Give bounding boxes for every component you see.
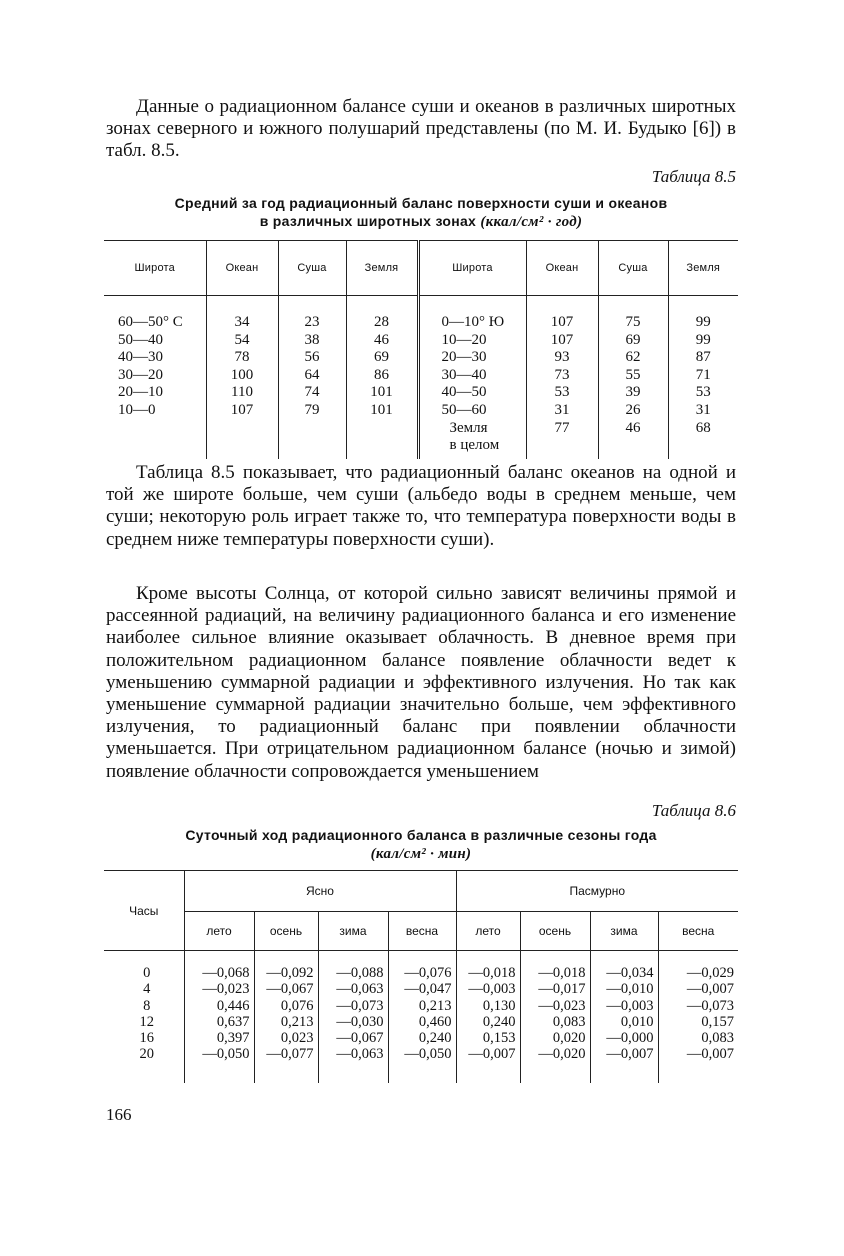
table-86-label: Таблица 8.6 bbox=[651, 801, 736, 820]
table-cell: 0—10° Ю bbox=[441, 314, 505, 330]
overcast-autumn-column bbox=[520, 951, 590, 1083]
table-cell: 71 bbox=[695, 366, 711, 383]
table-cell: 50—40 bbox=[118, 331, 163, 348]
table-cell: 78 bbox=[234, 349, 250, 366]
north-latitude-column bbox=[104, 296, 206, 459]
table-cell: 0,446 bbox=[216, 997, 250, 1014]
table-cell: 10—20 bbox=[441, 331, 487, 348]
table-cell: 107 bbox=[550, 331, 574, 348]
table-cell: 86 bbox=[374, 366, 389, 383]
table-cell: 31 bbox=[554, 401, 570, 418]
table-85-title-line2: в различных широтных зонах bbox=[259, 213, 477, 229]
hours-header: Часы bbox=[104, 871, 184, 951]
table-85-title-unit: (ккал/см² · год) bbox=[480, 214, 583, 230]
table-85-header-row bbox=[104, 241, 738, 296]
table-cell: 107 bbox=[550, 314, 574, 330]
table-cell: 101 bbox=[370, 384, 393, 401]
table-cell: 53 bbox=[695, 384, 711, 401]
north-ocean-column bbox=[206, 296, 278, 459]
table-86-title-line1: Суточный ход радиационного баланса в различные сезоны года bbox=[185, 827, 657, 843]
table-86 bbox=[104, 870, 738, 1083]
table-cell: 40—50 bbox=[441, 384, 487, 401]
table-cell: 69 bbox=[625, 331, 641, 348]
table-cell: 0,083 bbox=[552, 1013, 586, 1030]
table-cell: —0,073 bbox=[686, 997, 734, 1014]
table-cell: 79 bbox=[304, 401, 320, 418]
table-85-title-line1: Средний за год радиационный баланс поверхности суши и океанов bbox=[174, 195, 668, 211]
table-cell: —0,023 bbox=[538, 997, 586, 1014]
table-85-header: Суша bbox=[598, 241, 668, 296]
table-cell: 0 bbox=[143, 965, 151, 981]
table-cell: 0,010 bbox=[620, 1013, 654, 1030]
table-cell: 107 bbox=[230, 401, 254, 418]
table-85-header: Суша bbox=[278, 241, 346, 296]
table-cell: 0,157 bbox=[701, 1013, 734, 1030]
table-cell: —0,068 bbox=[202, 965, 250, 981]
table-cell: 0,020 bbox=[552, 1030, 586, 1047]
season-header: зима bbox=[590, 912, 658, 951]
clear-header: Ясно bbox=[184, 871, 456, 912]
table-cell: 31 bbox=[695, 401, 711, 418]
season-header: лето bbox=[184, 912, 254, 951]
table-cell: 69 bbox=[374, 349, 389, 366]
table-86-title bbox=[106, 826, 736, 863]
table-cell: 0,397 bbox=[216, 1030, 250, 1047]
table-cell: 75 bbox=[625, 314, 641, 330]
table-cell: 8 bbox=[143, 997, 151, 1014]
table-cell: 74 bbox=[304, 384, 320, 401]
table-cell: 20—10 bbox=[118, 384, 163, 401]
table-85-header: Океан bbox=[206, 241, 278, 296]
table-cell: —0,010 bbox=[606, 981, 654, 998]
table-cell: —0,050 bbox=[404, 1046, 452, 1063]
table-cell: 10—0 bbox=[118, 401, 156, 418]
table-cell: 99 bbox=[695, 314, 711, 330]
table-cell: 28 bbox=[374, 314, 389, 330]
table-cell: 0,023 bbox=[280, 1030, 314, 1047]
table-cell: 64 bbox=[304, 366, 320, 383]
table-cell: 0,130 bbox=[482, 997, 516, 1014]
season-header: лето bbox=[456, 912, 520, 951]
table-85-title bbox=[106, 194, 736, 231]
table-cell: 39 bbox=[625, 384, 641, 401]
season-header: весна bbox=[658, 912, 738, 951]
table-cell: 46 bbox=[374, 331, 389, 348]
table-cell: —0,018 bbox=[538, 965, 586, 981]
table-86-header-row bbox=[104, 871, 738, 912]
clear-winter-column bbox=[318, 951, 388, 1083]
north-earth-column bbox=[346, 296, 418, 459]
table-cell: 68 bbox=[695, 419, 711, 436]
hours-column bbox=[104, 951, 184, 1083]
table-86-season-row bbox=[104, 912, 738, 951]
table-cell: —0,076 bbox=[404, 965, 452, 981]
table-cell: —0,000 bbox=[606, 1030, 654, 1047]
table-cell: 0,213 bbox=[418, 997, 452, 1014]
table-cell: 93 bbox=[554, 349, 570, 366]
table-cell: —0,017 bbox=[538, 981, 586, 998]
overcast-spring-column bbox=[658, 951, 738, 1083]
table-cell: 50—60 bbox=[441, 401, 487, 418]
table-cell: —0,007 bbox=[686, 981, 734, 998]
south-latitude-column bbox=[418, 296, 526, 459]
north-land-column bbox=[278, 296, 346, 459]
table-cell: 60—50° С bbox=[118, 314, 183, 330]
table-85-header: Земля bbox=[668, 241, 738, 296]
table-cell: Земля bbox=[449, 419, 488, 436]
table-cell: —0,073 bbox=[336, 997, 384, 1014]
table-cell: 23 bbox=[304, 314, 320, 330]
table-cell: —0,007 bbox=[686, 1046, 734, 1063]
table-cell: —0,023 bbox=[202, 981, 250, 998]
table-cell: 0,460 bbox=[418, 1013, 452, 1030]
table-cell: 30—40 bbox=[441, 366, 487, 383]
table-cell: 34 bbox=[234, 314, 250, 330]
season-header: осень bbox=[520, 912, 590, 951]
table-86-title-unit: (кал/см² · мин) bbox=[370, 846, 472, 862]
table-cell: 46 bbox=[625, 419, 641, 436]
table-85-header: Широта bbox=[418, 241, 526, 296]
table-cell: —0,007 bbox=[468, 1046, 516, 1063]
table-cell: в целом bbox=[449, 437, 500, 454]
season-header: зима bbox=[318, 912, 388, 951]
table-cell: 73 bbox=[554, 366, 570, 383]
table-cell: —0,063 bbox=[336, 1046, 384, 1063]
table-cell: —0,088 bbox=[336, 965, 384, 981]
table-cell: 0,240 bbox=[482, 1013, 516, 1030]
table-cell: —0,030 bbox=[336, 1013, 384, 1030]
table-85-label: Таблица 8.5 bbox=[651, 167, 736, 186]
south-earth-column bbox=[668, 296, 738, 459]
table-cell: —0,050 bbox=[202, 1046, 250, 1063]
table-cell: —0,003 bbox=[606, 997, 654, 1014]
overcast-winter-column bbox=[590, 951, 658, 1083]
paragraph-2: Таблица 8.5 показывает, что радиационный баланс океанов на одной и той же широте больше, чем суши (альбедо воды в среднем меньше, чем суши; некоторую роль играет также то, что температура поверхности воды в среднем ниже температуры поверхности суши). bbox=[106, 462, 736, 550]
table-cell: —0,029 bbox=[686, 965, 734, 981]
intro-paragraph: Данные о радиационном балансе суши и океанов в различных широтных зонах северного и южного полушарий представлены (по М. И. Будыко [6]) в табл. 8.5. bbox=[106, 96, 736, 162]
table-cell: 20 bbox=[139, 1046, 154, 1063]
table-cell: 0,153 bbox=[482, 1030, 516, 1047]
table-cell: —0,018 bbox=[468, 965, 516, 981]
table-cell: 54 bbox=[234, 331, 250, 348]
table-cell: —0,034 bbox=[606, 965, 654, 981]
overcast-summer-column bbox=[456, 951, 520, 1083]
table-cell: —0,020 bbox=[538, 1046, 586, 1063]
page-number: 166 bbox=[106, 1105, 132, 1124]
table-cell: 55 bbox=[625, 366, 641, 383]
south-land-column bbox=[598, 296, 668, 459]
overcast-header: Пасмурно bbox=[456, 871, 738, 912]
table-cell: 101 bbox=[370, 401, 393, 418]
clear-summer-column bbox=[184, 951, 254, 1083]
table-cell: 99 bbox=[695, 331, 711, 348]
table-cell: 56 bbox=[304, 349, 320, 366]
table-cell: 30—20 bbox=[118, 366, 163, 383]
season-header: осень bbox=[254, 912, 318, 951]
table-cell: 38 bbox=[304, 331, 320, 348]
table-cell: —0,047 bbox=[404, 981, 452, 998]
table-cell: 4 bbox=[143, 981, 151, 998]
clear-spring-column bbox=[388, 951, 456, 1083]
table-cell: 77 bbox=[554, 419, 570, 436]
table-cell: 87 bbox=[695, 349, 711, 366]
table-cell: 0,637 bbox=[216, 1013, 250, 1030]
table-cell: 26 bbox=[625, 401, 641, 418]
table-85-body-row bbox=[104, 296, 738, 459]
table-cell: 0,240 bbox=[418, 1030, 452, 1047]
south-ocean-column bbox=[526, 296, 598, 459]
table-cell: 53 bbox=[554, 384, 570, 401]
table-cell: 62 bbox=[625, 349, 641, 366]
table-85-header: Океан bbox=[526, 241, 598, 296]
table-cell: —0,007 bbox=[606, 1046, 654, 1063]
season-header: весна bbox=[388, 912, 456, 951]
table-cell: 20—30 bbox=[441, 349, 487, 366]
table-85-header: Земля bbox=[346, 241, 418, 296]
table-cell: 40—30 bbox=[118, 349, 163, 366]
table-85-header: Широта bbox=[104, 241, 206, 296]
table-cell: —0,067 bbox=[336, 1030, 384, 1047]
clear-autumn-column bbox=[254, 951, 318, 1083]
table-cell: —0,077 bbox=[266, 1046, 314, 1063]
table-cell: 16 bbox=[139, 1030, 154, 1047]
table-cell: 110 bbox=[231, 384, 253, 401]
table-86-body-row bbox=[104, 951, 738, 1083]
table-cell: —0,092 bbox=[266, 965, 314, 981]
table-cell: 100 bbox=[230, 366, 254, 383]
table-cell: 12 bbox=[139, 1013, 154, 1030]
table-cell: 0,076 bbox=[280, 997, 314, 1014]
table-cell: —0,003 bbox=[468, 981, 516, 998]
table-cell: 0,213 bbox=[280, 1013, 314, 1030]
table-cell: —0,063 bbox=[336, 981, 384, 998]
paragraph-3: Кроме высоты Солнца, от которой сильно зависят величины прямой и рассеянной радиаций, на величину радиационного баланса и его изменение наиболее сильное влияние оказывает облачность. В дневное время при положительном радиационном балансе появление облачности ведет к уменьшению суммарной радиации и эффективного излучения. Но так как уменьшение суммарной радиации значительно больше, чем эффективного излучения, то радиационный баланс при появлении облачности уменьшается. При отрицательном радиационном балансе (ночью и зимой) появление облачности сопровождается уменьшением bbox=[106, 583, 736, 782]
table-cell: —0,067 bbox=[266, 981, 314, 998]
table-cell: 0,083 bbox=[701, 1030, 734, 1047]
table-85 bbox=[104, 240, 738, 459]
